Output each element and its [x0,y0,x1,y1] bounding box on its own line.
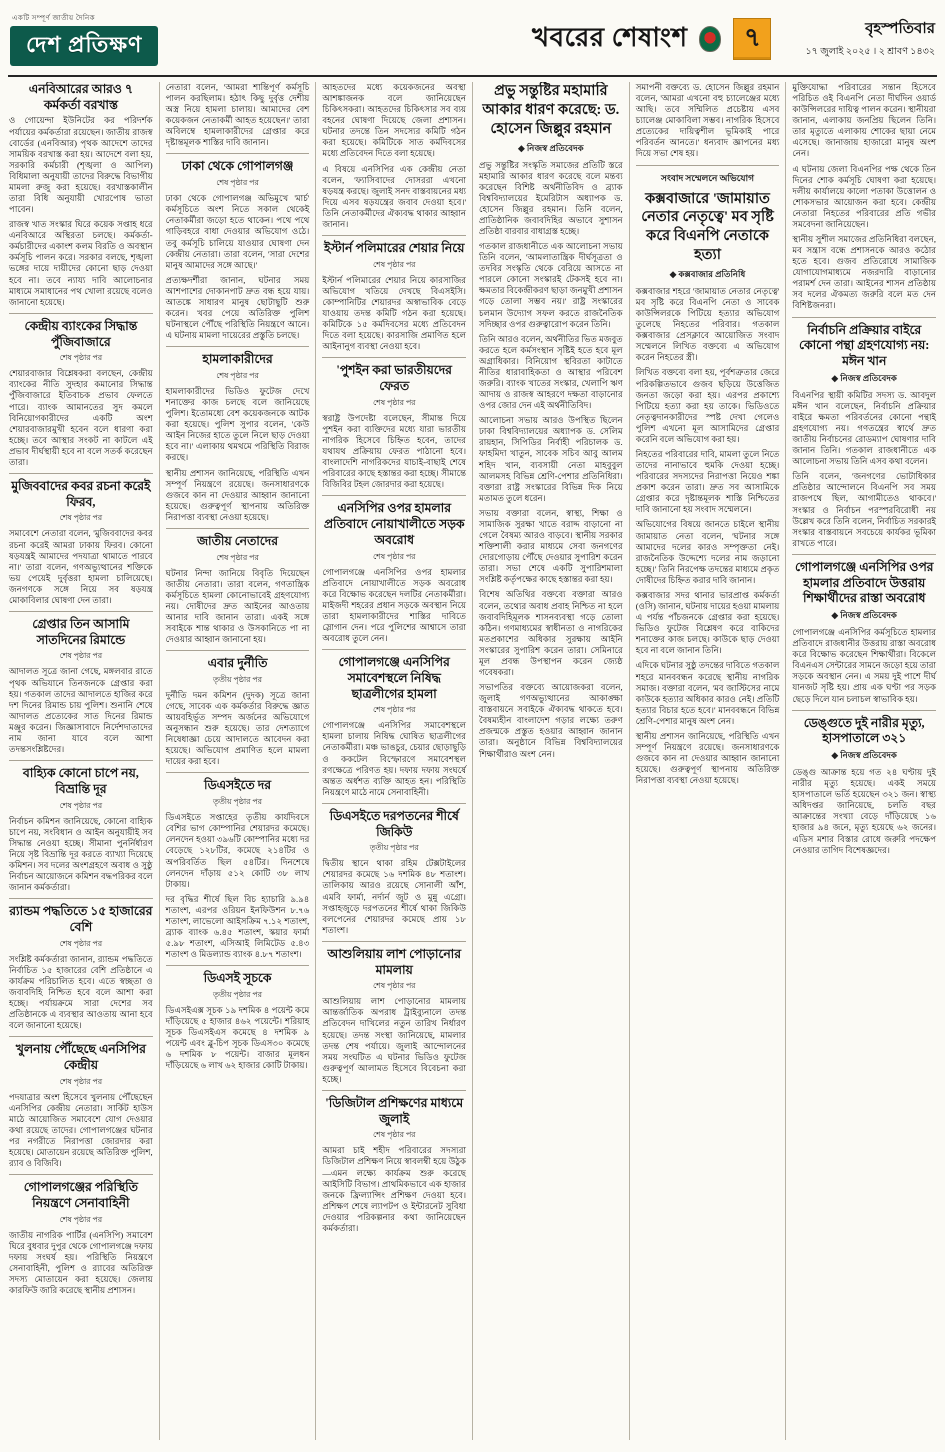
article-paragraph: এদিকে ঘটনার সুষ্ঠু তদন্তের দাবিতে গতকাল শহরে মানববন্ধন করেছে স্থানীয় নাগরিক সমাজ। বক্তারা বলেন, 'মব জাস্টিসের নামে কাউকে হত্যার অধিকার কারও নেই। প্রতিটি হত্যার বিচার হতে হবে।' মানববন্ধনে বিভিন্ন শ্রেণি-পেশার মানুষ অংশ নেন। [635,660,780,726]
article-headline: জাতীয় নেতাদের [166,528,310,550]
article-headline: ডেঙ্গুতে দুই নারীর মৃত্যু, হাসপাতালে ৩২১ [792,710,936,747]
article-paragraph: সভায় বক্তারা বলেন, স্বাস্থ্য, শিক্ষা ও সামাজিক সুরক্ষা খাতে বরাদ্দ বাড়ানো না গেলে বৈষম্য আরও বাড়বে। স্থানীয় সরকার শক্তিশালী করার মাধ্যমে সেবা জনগণের দোরগোড়ায় পৌঁছে দেওয়ার সুপারিশ করেন তারা। সভা শেষে একটি সুপারিশমালা সংশ্লিষ্ট কর্তৃপক্ষের কাছে হস্তান্তর করা হয়। [479,507,623,585]
article-paragraph: মুক্তিযোদ্ধা পরিবারের সন্তান হিসেবে পরিচিত ওই বিএনপি নেতা দীর্ঘদিন ওয়ার্ড কাউন্সিলরের দায়িত্ব পালন করেন। স্থানীয়রা জানান, এলাকায় জনপ্রিয় ছিলেন তিনি। তার মৃত্যুতে এলাকায় শোকের ছায়া নেমে এসেছে। জানাজায় হাজারো মানুষ অংশ নেন। [792,82,937,159]
continued-from-marker: শেষ পৃষ্ঠার পর [372,551,416,561]
article-paragraph: দ্বিতীয় স্থানে থাকা রহিম টেক্সটাইলের শেয়ারদর কমেছে ১৬ দশমিক ৪৮ শতাংশ। তালিকায় আরও রয়েছে সোনালী আঁশ, এমবি ফার্মা, নর্দার্ন জুট ও মুন্নু এগ্রো। সপ্তাহজুড়ে দরপতনের শীর্ষে থাকা জিকিউ বলপেনের শেয়ারদর কমেছে প্রায় ১৮ শতাংশ। [322,858,467,935]
continued-from-marker: শেষ পৃষ্ঠার পর [372,1130,416,1140]
article-paragraph: এ ঘটনায় জেলা বিএনপির পক্ষ থেকে তিন দিনের শোক কর্মসূচি ঘোষণা করা হয়েছে। দলীয় কার্যালয়ে কালো পতাকা উত্তোলন ও শোকসভার আয়োজন করা হবে। কেন্দ্রীয় নেতারা নিহতের পরিবারের প্রতি গভীর সমবেদনা জানিয়েছেন। [792,163,937,229]
article-paragraph: বিশেষ অতিথির বক্তব্যে বক্তারা আরও বলেন, তথ্যের অবাধ প্রবাহ নিশ্চিত না হলে জবাবদিহিমূলক শাসনব্যবস্থা গড়ে তোলা কঠিন। গণমাধ্যমের স্বাধীনতা ও নাগরিকের মতপ্রকাশের অধিকার সুরক্ষায় আইনি সংস্কারের সুপারিশ করেন তারা। সেমিনারে মূল প্রবন্ধ উপস্থাপন করেন জ্যেষ্ঠ গবেষকরা। [479,589,623,677]
news-column-3 [316,82,473,1440]
article-paragraph: লিখিত বক্তব্যে বলা হয়, পূর্বশত্রুতার জেরে পরিকল্পিতভাবে গুজব ছড়িয়ে উত্তেজিত জনতা জড়ো করা হয়। এরপর প্রকাশ্যে পিটিয়ে হত্যা করা হয় তাকে। ভিডিওতে নেতৃত্বদানকারীদের স্পষ্ট দেখা গেলেও পুলিশ এখনো মূল আসামিদের গ্রেপ্তার করেনি বলে অভিযোগ করা হয়। [635,367,780,444]
article-byline: ◆ নিজস্ব প্রতিবেদক [518,142,584,153]
article-headline: মুজিববাদের কবর রচনা করেই ফিরব, [9,473,153,510]
article-paragraph: স্থানীয় প্রশাসন জানিয়েছে, পরিস্থিতি এখন সম্পূর্ণ নিয়ন্ত্রণে রয়েছে। জনসাধারণকে গুজবে কান না দেওয়ার আহ্বান জানানো হয়েছে। গুরুত্বপূর্ণ স্থাপনায় অতিরিক্ত নিরাপত্তা ব্যবস্থা নেওয়া হয়েছে। [635,730,780,786]
article-headline: ঢাকা থেকে গোপালগঞ্জ [166,153,310,175]
article-headline: বাহ্যিক কোনো চাপে নয়, বিভ্রান্তি দূর [9,760,153,797]
article-paragraph: প্রত্যক্ষদর্শীরা জানান, ঘটনার সময় আশপাশের দোকানপাট দ্রুত বন্ধ হয়ে যায়। আতঙ্কে সাধারণ মানুষ ছোটাছুটি শুরু করেন। খবর পেয়ে অতিরিক্ত পুলিশ ঘটনাস্থলে পৌঁছে পরিস্থিতি নিয়ন্ত্রণে আনে। এ ঘটনায় মামলা দায়েরের প্রস্তুতি চলছে। [165,274,310,341]
article-paragraph: জাতীয় নাগরিক পার্টির (এনসিপি) সমাবেশ ঘিরে বুধবার দুপুর থেকে গোপালগঞ্জে দফায় দফায় সংঘর্ষ হয়। পরিস্থিতি নিয়ন্ত্রণে সেনাবাহিনী, পুলিশ ও র‍্যাবের অতিরিক্ত সদস্য মোতায়েন করা হয়েছে। জেলায় কারফিউ জারি করেছে স্থানীয় প্রশাসন। [9,1229,153,1295]
article-paragraph: স্থানীয় সুশীল সমাজের প্রতিনিধিরা বলছেন, মব সন্ত্রাস বন্ধে প্রশাসনকে আরও কঠোর হতে হবে। গুজব প্রতিরোধে সামাজিক যোগাযোগমাধ্যমে নজরদারি বাড়ানোর পরামর্শ দেন তারা। আইনের শাসন প্রতিষ্ঠায় সব দলের ঐকমত্য জরুরি বলে মত দেন বিশিষ্টজনরা। [792,234,937,311]
page-header [8,5,937,77]
article-paragraph: নিহতের পরিবারের দাবি, মামলা তুলে নিতে তাদের নানাভাবে হুমকি দেওয়া হচ্ছে। পরিবারের সদস্যদের নিরাপত্তা নিয়েও শঙ্কা প্রকাশ করেন তারা। দ্রুত সব আসামিকে গ্রেপ্তার করে দৃষ্টান্তমূলক শাস্তি নিশ্চিতের দাবি জানানো হয় সংবাদ সম্মেলনে। [635,449,780,515]
continued-from-marker: শেষ পৃষ্ঠার পর [59,353,103,363]
article-paragraph: স্থানীয় প্রশাসন জানিয়েছে, পরিস্থিতি এখন সম্পূর্ণ নিয়ন্ত্রণে রয়েছে। জনসাধারণকে গুজবে কান না দেওয়ার আহ্বান জানানো হয়েছে। গুরুত্বপূর্ণ স্থাপনায় অতিরিক্ত নিরাপত্তা ব্যবস্থা নেওয়া হয়েছে। [165,467,310,522]
article-headline: খুলনায় পৌঁছেছে এনসিপির কেন্দ্রীয় [9,1036,153,1073]
continued-from-marker: শেষ পৃষ্ঠার পর [216,178,259,188]
article-paragraph: সমাবেশে নেতারা বলেন, 'মুজিববাদের কবর রচনা করেই আমরা ঢাকায় ফিরব। কোনো ষড়যন্ত্রই আমাদের পদযাত্রা থামাতে পারবে না।' তারা বলেন, গণঅভ্যুত্থানের শক্তিকে ভয় পেয়েই দুর্বৃত্তরা হামলা চালিয়েছে। জনগণকে সঙ্গে নিয়ে সব ষড়যন্ত্র মোকাবিলার ঘোষণা দেন তারা। [9,528,153,605]
news-column-4 [473,82,630,1440]
continued-from-marker: শেষ পৃষ্ঠার পর [59,938,103,948]
article-headline: এবার দুর্নীতি [166,650,310,672]
news-columns [8,82,937,1440]
continued-from-marker: তৃতীয় পৃষ্ঠার পর [213,674,262,684]
article-headline: হামলাকারীদের [166,346,310,368]
news-column-5 [630,82,787,1440]
article-headline: ডিএসইতে দরপতনের শীর্ষে জিকিউ [322,803,466,840]
article-paragraph: ডিএসইতে সপ্তাহের তৃতীয় কার্যদিবসে বেশির ভাগ কোম্পানির শেয়ারদর কমেছে। লেনদেন হওয়া ৩৯৬টি কোম্পানির মধ্যে দর বেড়েছে ১২৮টির, কমেছে ২১৪টির ও অপরিবর্তিত ছিল ৫৪টির। দিনশেষে লেনদেন দাঁড়ায় ৫১২ কোটি ৩৮ লাখ টাকায়। [165,812,310,889]
article-paragraph: নির্বাচন কমিশন জানিয়েছে, কোনো বাহ্যিক চাপে নয়, সংবিধান ও আইন অনুযায়ীই সব সিদ্ধান্ত নেওয়া হচ্ছে। সীমানা পুনর্নির্ধারণ নিয়ে সৃষ্ট বিভ্রান্তি দূর করতে ব্যাখ্যা দিয়েছে কমিশন। সব দলের অংশগ্রহণে অবাধ ও সুষ্ঠু নির্বাচন আয়োজনে কমিশন বদ্ধপরিকর বলে জানান কর্মকর্তারা। [9,815,153,893]
article-paragraph: পদযাত্রার অংশ হিসেবে খুলনায় পৌঁছেছেন এনসিপির কেন্দ্রীয় নেতারা। সার্কিট হাউস মাঠে আয়োজিত সমাবেশে যোগ দেওয়ার কথা রয়েছে তাদের। গোপালগঞ্জের ঘটনার পর নগরীতে নিরাপত্তা জোরদার করা হয়েছে। মোতায়েন রয়েছে অতিরিক্ত পুলিশ, র‍্যাব ও বিজিবি। [9,1091,153,1169]
article-paragraph: গোপালগঞ্জে এনসিপির ওপর হামলার প্রতিবাদে নোয়াখালীতে সড়ক অবরোধ করে বিক্ষোভ করেছেন দলটির নেতাকর্মীরা। মাইজদী শহরের প্রধান সড়কে অবস্থান নিয়ে তারা হামলাকারীদের শাস্তির দাবিতে স্লোগান দেন। পরে পুলিশের আশ্বাসে তারা অবরোধ তুলে নেন। [322,566,467,643]
article-headline: র‍্যান্ডম পদ্ধতিতে ১৫ হাজারের বেশি [9,898,153,935]
article-headline: এনসিপির ওপর হামলার প্রতিবাদে নোয়াখালীতে সড়ক অবরোধ [322,495,466,548]
article-paragraph: সমাপনী বক্তব্যে ড. হোসেন জিল্লুর রহমান বলেন, 'আমরা এখনো বহু চ্যালেঞ্জের মধ্যে আছি। তবে সম্মিলিত প্রচেষ্টায় এসব চ্যালেঞ্জ মোকাবিলা সম্ভব। নাগরিক হিসেবে প্রত্যেকের দায়িত্বশীল ভূমিকাই পারে পরিবর্তন আনতে।' ধন্যবাদ জ্ঞাপনের মধ্য দিয়ে সভা শেষ হয়। [635,82,780,159]
continued-from-marker: শেষ পৃষ্ঠার পর [372,259,416,269]
article-headline: প্রভু সন্তুষ্টির মহামারি আকার ধারণ করেছে: ড. হোসেন জিল্লুর রহমান [482,83,620,137]
article-headline: আশুলিয়ায় লাশ পোড়ানোর মামলায় [322,941,466,978]
continued-from-marker: শেষ পৃষ্ঠার পর [59,513,103,523]
article-paragraph: স্বরাষ্ট্র উপদেষ্টা বলেছেন, সীমান্ত দিয়ে পুশইন করা ব্যক্তিদের মধ্যে যারা ভারতীয় নাগরিক হিসেবে চিহ্নিত হবেন, তাদের যথাযথ প্রক্রিয়ায় ফেরত পাঠানো হবে। বাংলাদেশি নাগরিকদের যাচাই-বাছাই শেষে পরিবারের কাছে হস্তান্তর করা হচ্ছে। সীমান্তে বিজিবির টহল জোরদার করা হয়েছে। [322,412,467,490]
article-paragraph: রাজস্ব খাত সংস্কার ঘিরে কয়েক সপ্তাহ ধরে এনবিআরে অস্থিরতা চলছে। কর্মকর্তা-কর্মচারীদের একাংশ কলম বিরতি ও অবস্থান কর্মসূচি পালন করে। সরকার বলছে, শৃঙ্খলা ভঙ্গের দায়ে দায়ীদের কোনো ছাড় দেওয়া হবে না। তবে ন্যায্য দাবি আলোচনার মাধ্যমে সমাধানের পথ খোলা রয়েছে বলেও জানানো হয়েছে। [9,219,153,307]
article-headline: গোপালগঞ্জে এনসিপির ওপর হামলার প্রতিবাদে উত্তরায় শিক্ষার্থীদের রাস্তা অবরোধ [792,554,936,607]
continued-from-marker: শেষ পৃষ্ঠার পর [216,552,259,562]
article-byline: ◆ নিজস্ব প্রতিবেদক [831,610,897,621]
continued-from-marker: শেষ পৃষ্ঠার পর [372,705,416,715]
article-paragraph: প্রভু সন্তুষ্টির সংস্কৃতি সমাজের প্রতিটি স্তরে মহামারি আকার ধারণ করেছে বলে মন্তব্য করেছেন বিশিষ্ট অর্থনীতিবিদ ও ব্র্যাক বিশ্ববিদ্যালয়ের ইমেরিটাস অধ্যাপক ড. হোসেন জিল্লুর রহমান। তিনি বলেন, প্রাতিষ্ঠানিক জবাবদিহির অভাবে সুশাসন প্রতিষ্ঠা বারবার বাধাগ্রস্ত হচ্ছে। [479,159,623,236]
article-headline: ইস্টার্ন পলিমারের শেয়ার নিয়ে [322,235,466,257]
article-headline: গোপালগঞ্জে এনসিপির সমাবেশস্থলে নিষিদ্ধ ছাত্রলীগের হামলা [322,649,466,702]
article-paragraph: এ বিষয়ে এনসিপির এক কেন্দ্রীয় নেতা বলেন, 'ফ্যাসিবাদের দোসররা এখনো ষড়যন্ত্র করছে। জুলাই সনদ বাস্তবায়নের মধ্য দিয়ে এসব ষড়যন্ত্রের জবাব দেওয়া হবে।' তিনি নেতাকর্মীদের ঐক্যবদ্ধ থাকার আহ্বান জানান। [322,163,467,229]
article-paragraph: শেয়ারবাজার বিশ্লেষকরা বলছেন, কেন্দ্রীয় ব্যাংকের নীতি সুদহার কমানোর সিদ্ধান্ত পুঁজিবাজারে ইতিবাচক প্রভাব ফেলতে পারে। ব্যাংক আমানতের সুদ কমলে বিনিয়োগকারীদের একটি অংশ শেয়ারবাজারমুখী হবেন বলে ধারণা করা হচ্ছে। তবে আস্থার সংকট না কাটলে এই প্রভাব দীর্ঘস্থায়ী হবে না বলে সতর্ক করেছেন তারা। [9,368,153,467]
masthead-block [10,12,158,66]
article-paragraph: নেতারা বলেন, 'আমরা শান্তিপূর্ণ কর্মসূচি পালন করছিলাম। হঠাৎ কিছু দুর্বৃত্ত দেশীয় অস্ত্র নিয়ে হামলা চালায়। আমাদের বেশ কয়েকজন নেতাকর্মী আহত হয়েছেন।' তারা অবিলম্বে হামলাকারীদের গ্রেপ্তার করে দৃষ্টান্তমূলক শাস্তির দাবি জানান। [165,82,310,148]
article-headline: কেন্দ্রীয় ব্যাংকের সিদ্ধান্ত পুঁজিবাজারে [9,313,153,350]
article-paragraph: সভাপতির বক্তব্যে আয়োজকরা বলেন, জুলাই গণঅভ্যুত্থানের আকাঙ্ক্ষা বাস্তবায়নে সবাইকে ঐক্যবদ্ধ থাকতে হবে। বৈষম্যহীন বাংলাদেশ গড়ার লক্ষ্যে তরুণ প্রজন্মকে প্রস্তুত হওয়ার আহ্বান জানান তারা। অনুষ্ঠানে বিভিন্ন বিশ্ববিদ্যালয়ের শিক্ষার্থীরাও অংশ নেন। [479,682,623,759]
continued-from-marker: শেষ পৃষ্ঠার পর [59,651,103,661]
article-paragraph: ঢাকা থেকে গোপালগঞ্জ অভিমুখে 'মার্চ' কর্মসূচিতে অংশ নিতে সকাল থেকেই নেতাকর্মীরা জড়ো হতে থাকেন। পথে পথে গাড়িবহরে বাধা দেওয়ার অভিযোগ ওঠে। তবু কর্মসূচি চালিয়ে যাওয়ার ঘোষণা দেন কেন্দ্রীয় নেতারা। তারা বলেন, 'সারা দেশের মানুষ আমাদের সঙ্গে আছে।' [165,193,310,270]
article-paragraph: সংশ্লিষ্ট কর্মকর্তারা জানান, র‍্যান্ডম পদ্ধতিতে নির্বাচিত ১৫ হাজারের বেশি প্রতিষ্ঠানে এ কার্যক্রম পরিচালিত হবে। এতে স্বচ্ছতা ও জবাবদিহি নিশ্চিত হবে বলে আশা করা হচ্ছে। পর্যায়ক্রমে সারা দেশের সব প্রতিষ্ঠানকে এ ব্যবস্থার আওতায় আনা হবে বলে জানানো হয়েছে। [9,953,153,1031]
article-paragraph: কক্সবাজার সদর থানার ভারপ্রাপ্ত কর্মকর্তা (ওসি) জানান, ঘটনায় দায়ের হওয়া মামলায় এ পর্যন্ত পাঁচজনকে গ্রেপ্তার করা হয়েছে। ভিডিও ফুটেজ বিশ্লেষণ করে বাকিদের শনাক্তের কাজ চলছে। কাউকে ছাড় দেওয়া হবে না বলে জানান তিনি। [635,589,780,656]
article-paragraph: ঘটনার নিন্দা জানিয়ে বিবৃতি দিয়েছেন জাতীয় নেতারা। তারা বলেন, গণতান্ত্রিক কর্মসূচিতে হামলা কোনোভাবেই গ্রহণযোগ্য নয়। দোষীদের দ্রুত আইনের আওতায় আনার দাবি জানান তারা। একই সঙ্গে সবাইকে শান্ত থাকার ও উসকানিতে পা না দেওয়ার আহ্বান জানানো হয়। [165,567,310,645]
continued-from-marker: শেষ পৃষ্ঠার পর [372,397,416,407]
article-paragraph: দুর্নীতি দমন কমিশন (দুদক) সূত্রে জানা গেছে, সাবেক এক কর্মকর্তার বিরুদ্ধে জ্ঞাত আয়বহির্ভূত সম্পদ অর্জনের অভিযোগে অনুসন্ধান শুরু হয়েছে। তার দেশত্যাগে নিষেধাজ্ঞা চেয়ে আদালতে আবেদন করা হয়েছে। অভিযোগ প্রমাণিত হলে মামলা দায়ের করা হবে। [165,689,310,767]
article-paragraph: অভিযোগের বিষয়ে জানতে চাইলে স্থানীয় জামায়াত নেতা বলেন, 'ঘটনার সঙ্গে আমাদের দলের কারও সম্পৃক্ততা নেই। রাজনৈতিক উদ্দেশ্যে দলের নাম জড়ানো হচ্ছে।' তিনি নিরপেক্ষ তদন্তের মাধ্যমে প্রকৃত দোষীদের চিহ্নিত করার দাবি জানান। [635,519,780,585]
page-number-badge: ৭ [733,18,771,60]
article-paragraph: আদালত সূত্রে জানা গেছে, মঙ্গলবার রাতে পৃথক অভিযানে তিনজনকে গ্রেপ্তার করা হয়। গতকাল তাদের আদালতে হাজির করে দশ দিনের রিমান্ড চায় পুলিশ। শুনানি শেষে আদালত প্রত্যেকের সাত দিনের রিমান্ড মঞ্জুর করেন। জিজ্ঞাসাবাদে নির্দেশদাতাদের নাম জানা যাবে বলে আশা তদন্তসংশ্লিষ্টদের। [9,666,153,754]
article-byline: ◆ নিজস্ব প্রতিবেদক [831,372,897,383]
article-headline: এনবিআরের আরও ৭ কর্মকর্তা বরখাস্ত [28,82,133,112]
continued-from-marker: তৃতীয় পৃষ্ঠার পর [213,797,262,807]
date-block [805,17,935,60]
continued-from-marker: তৃতীয় পৃষ্ঠার পর [213,989,262,999]
article-paragraph: আমরা চাই শহীদ পরিবারের সদস্যরা ডিজিটাল প্রশিক্ষণ নিয়ে স্বাবলম্বী হয়ে উঠুক—এমন লক্ষ্যে কার্যক্রম শুরু করেছে আইসিটি বিভাগ। প্রাথমিকভাবে এক হাজার জনকে ফ্রিল্যান্সিং প্রশিক্ষণ দেওয়া হবে। প্রশিক্ষণ শেষে ল্যাপটপ ও ইন্টারনেট সুবিধা দেওয়ার পরিকল্পনার কথা জানিয়েছেন কর্মকর্তারা। [322,1145,467,1233]
section-title: খবরের শেষাংশ [532,22,688,52]
article-headline: ডিএসই সূচকে [166,965,310,987]
article-paragraph: গতকাল রাজধানীতে এক আলোচনা সভায় তিনি বলেন, 'আমলাতান্ত্রিক দীর্ঘসূত্রতা ও তদবির সংস্কৃতি থেকে বেরিয়ে আসতে না পারলে কোনো সংস্কারই টেকসই হবে না। ক্ষমতার বিকেন্দ্রীকরণ ছাড়া জনমুখী প্রশাসন গড়ে তোলা সম্ভব নয়।' রাষ্ট্র সংস্কারের চলমান উদ্যোগ সফল করতে রাজনৈতিক সদিচ্ছার ওপর গুরুত্বারোপ করেন তিনি। [479,241,623,329]
article-paragraph: আহতদের মধ্যে কয়েকজনের অবস্থা আশঙ্কাজনক বলে জানিয়েছেন চিকিৎসকরা। আহতদের চিকিৎসার সব ব্যয় বহনের ঘোষণা দিয়েছে জেলা প্রশাসন। ঘটনার তদন্তে তিন সদস্যের কমিটি গঠন করা হয়েছে। কমিটিকে সাত কর্মদিবসের মধ্যে প্রতিবেদন দিতে বলা হয়েছে। [322,82,467,159]
article-paragraph: গোপালগঞ্জে এনসিপির সমাবেশস্থলে হামলা চালায় নিষিদ্ধ ঘোষিত ছাত্রলীগের নেতাকর্মীরা। মঞ্চ ভাঙচুর, চেয়ার ছোড়াছুড়ি ও ককটেল বিস্ফোরণে সমাবেশস্থল রণক্ষেত্রে পরিণত হয়। দফায় দফায় সংঘর্ষে অন্তত অর্ধশত ব্যক্তি আহত হন। পরিস্থিতি নিয়ন্ত্রণে মাঠে নামে সেনাবাহিনী। [322,720,467,797]
article-paragraph: ও গোয়েন্দা ইউনিটের কর পরিদর্শক পর্যায়ের কর্মকর্তারা রয়েছেন। জাতীয় রাজস্ব বোর্ডের (এনবিআর) পৃথক আদেশে তাদের সাময়িক বরখাস্ত করা হয়। আদেশে বলা হয়, সরকারি কর্মচারী (শৃঙ্খলা ও আপিল) বিধিমালা অনুযায়ী তাদের বিরুদ্ধে বিভাগীয় মামলা রুজু করা হয়েছে। বরখাস্তকালীন তারা বিধি অনুযায়ী খোরপোষ ভাতা পাবেন। [9,115,153,215]
article-paragraph: তিনি বলেন, 'জনগণের ভোটাধিকার প্রতিষ্ঠার আন্দোলনে বিএনপি সব সময় রাজপথে ছিল, আগামীতেও থাকবে।' সংস্কার ও নির্বাচন পরস্পরবিরোধী নয় উল্লেখ করে তিনি বলেন, নির্বাচিত সরকারই সংস্কার বাস্তবায়নে সবচেয়ে কার্যকর ভূমিকা রাখতে পারে। [792,471,937,548]
continued-from-marker: শেষ পৃষ্ঠার পর [216,370,259,380]
article-paragraph: আশুলিয়ায় লাশ পোড়ানোর মামলায় আন্তর্জাতিক অপরাধ ট্রাইব্যুনালে তদন্ত প্রতিবেদন দাখিলের নতুন তারিখ নির্ধারণ হয়েছে। তদন্ত সংস্থা জানিয়েছে, মামলার তদন্ত শেষ পর্যায়ে। জুলাই আন্দোলনের সময় সংঘটিত এ ঘটনার ভিডিও ফুটেজ গুরুত্বপূর্ণ আলামত হিসেবে বিবেচনা করা হচ্ছে। [322,996,467,1084]
continued-from-marker: শেষ পৃষ্ঠার পর [59,1076,103,1086]
article-paragraph: বিএনপির স্থায়ী কমিটির সদস্য ড. আবদুল মঈন খান বলেছেন, নির্বাচনি প্রক্রিয়ার বাইরে ক্ষমতা পরিবর্তনের কোনো পন্থাই গ্রহণযোগ্য নয়। গণতন্ত্রের স্বার্থে দ্রুত জাতীয় নির্বাচনের রোডম্যাপ ঘোষণার দাবি জানান তিনি। গতকাল রাজধানীতে এক আলোচনা সভায় তিনি এসব কথা বলেন। [792,389,937,467]
article-paragraph: তিনি আরও বলেন, অর্থনীতির ভিত মজবুত করতে হলে কর্মসংস্থান সৃষ্টিই হতে হবে মূল অগ্রাধিকার। বিনিয়োগ স্থবিরতা কাটাতে নীতির ধারাবাহিকতা ও আস্থার পরিবেশ জরুরি। ব্যাংক খাতের সংস্কার, খেলাপি ঋণ আদায় ও রাজস্ব আহরণে দক্ষতা বাড়ানোর ওপর জোর দেন এই অর্থনীতিবিদ। [479,333,623,411]
article-headline: 'পুশইন করা ভারতীয়দের ফেরত [322,357,466,394]
newspaper-crest-icon [699,26,721,52]
article-paragraph: আলোচনা সভায় আরও উপস্থিত ছিলেন ঢাকা বিশ্ববিদ্যালয়ের অধ্যাপক ড. সেলিম রায়হান, সিপিডির নির্বাহী পরিচালক ড. ফাহমিদা খাতুন, সাবেক সচিব আবু আলম শহিদ খান, ব্যবসায়ী নেতা মাহবুবুল আলমসহ বিভিন্ন শ্রেণি-পেশার প্রতিনিধিরা। বক্তারা রাষ্ট্র সংস্কারের বিভিন্ন দিক নিয়ে মতামত তুলে ধরেন। [479,415,623,503]
article-headline: কক্সবাজারে 'জামায়াত নেতার নেতৃত্বে' মব সৃষ্টি করে বিএনপি নেতাকে হত্যা [641,190,774,264]
news-column-2 [160,82,317,1440]
continued-from-marker: শেষ পৃষ্ঠার পর [372,981,416,991]
article-paragraph: গোপালগঞ্জে এনসিপির কর্মসূচিতে হামলার প্রতিবাদে রাজধানীর উত্তরায় রাস্তা অবরোধ করে বিক্ষোভ করেছেন শিক্ষার্থীরা। বিকেলে বিএনএস সেন্টারের সামনে জড়ো হয়ে তারা সড়কে অবস্থান নেন। এ সময় দুই পাশে দীর্ঘ যানজট সৃষ্টি হয়। প্রায় এক ঘণ্টা পর সড়ক ছেড়ে দিলে যান চলাচল স্বাভাবিক হয়। [792,627,937,704]
article-paragraph: ইস্টার্ন পলিমারের শেয়ার নিয়ে কারসাজির অভিযোগ খতিয়ে দেখছে বিএসইসি। কোম্পানিটির শেয়ারদর অস্বাভাবিক বেড়ে যাওয়ায় তদন্ত কমিটি গঠন করা হয়েছে। কমিটিকে ১৫ কর্মদিবসের মধ্যে প্রতিবেদন দিতে বলা হয়েছে। কারসাজি প্রমাণিত হলে আইনানুগ ব্যবস্থা নেওয়া হবে। [322,274,467,352]
article-paragraph: কক্সবাজার শহরে 'জামায়াত নেতার নেতৃত্বে' মব সৃষ্টি করে বিএনপি নেতা ও সাবেক কাউন্সিলরকে পিটিয়ে হত্যার অভিযোগ তুলেছে নিহতের পরিবার। গতকাল কক্সবাজার প্রেসক্লাবে আয়োজিত সংবাদ সম্মেলনে লিখিত বক্তব্যে এ অভিযোগ করেন নিহতের স্ত্রী। [635,285,780,363]
article-paragraph: হামলাকারীদের ভিডিও ফুটেজ দেখে শনাক্তের কাজ চলছে বলে জানিয়েছে পুলিশ। ইতোমধ্যে বেশ কয়েকজনকে আটক করা হয়েছে। পুলিশ সুপার বলেন, 'কেউ আইন নিজের হাতে তুলে নিলে ছাড় দেওয়া হবে না।' এলাকায় থমথমে পরিস্থিতি বিরাজ করছে। [165,385,310,463]
continued-from-marker: শেষ পৃষ্ঠার পর [59,800,103,810]
article-paragraph: দর বৃদ্ধির শীর্ষে ছিল বিচ হ্যাচারি ৯.৯৪ শতাংশ, এরপর ওরিয়ন ইনফিউশন ৮.৭৬ শতাংশ, লাভেলো আইসক্রিম ৭.১২ শতাংশ, ব্র্যাক ব্যাংক ৬.৪৫ শতাংশ, স্কয়ার ফার্মা ৫.৯৮ শতাংশ, এসিআই লিমিটেড ৫.৪৩ শতাংশ ও মিডল্যান্ড ব্যাংক ৪.৮৭ শতাংশ। [165,893,310,960]
news-column-1 [8,82,160,1440]
article-headline: 'ডিজিটাল প্রশিক্ষণের মাধ্যমে জুলাই [322,1090,466,1127]
news-column-6 [786,82,937,1440]
article-paragraph: ডিএসইএক্স সূচক ১৯ দশমিক ৪ পয়েন্ট কমে দাঁড়িয়েছে ৫ হাজার ৪৬২ পয়েন্টে। শরিয়াহ সূচক ডিএসইএস কমেছে ৪ দশমিক ৯ পয়েন্ট এবং ব্লু-চিপ সূচক ডিএস৩০ কমেছে ৬ দশমিক ৮ পয়েন্ট। বাজার মূলধন দাঁড়িয়েছে ৬ লাখ ৬২ হাজার কোটি টাকায়। [165,1004,310,1071]
article-kicker: সংবাদ সম্মেলনে অভিযোগ [636,165,780,186]
article-paragraph: ডেঙ্গু আক্রান্ত হয়ে গত ২৪ ঘণ্টায় দুই নারীর মৃত্যু হয়েছে। একই সময়ে হাসপাতালে ভর্তি হয়েছেন ৩২১ জন। স্বাস্থ্য অধিদপ্তর জানিয়েছে, চলতি বছর আক্রান্তের সংখ্যা বেড়ে দাঁড়িয়েছে ১৬ হাজার ৯৪ জনে, মৃত্যু হয়েছে ৬২ জনের। এডিস মশার বিস্তার রোধে জরুরি পদক্ষেপ নেওয়ার তাগিদ বিশেষজ্ঞদের। [792,767,937,855]
continued-from-marker: তৃতীয় পৃষ্ঠার পর [369,843,419,853]
article-headline: গোপালগঞ্জের পরিস্থিতি নিয়ন্ত্রণে সেনাবাহিনী [9,1174,153,1211]
continued-from-marker: শেষ পৃষ্ঠার পর [59,1214,103,1224]
article-headline: ডিএসইতে দর [166,772,310,794]
article-headline: নির্বাচনি প্রক্রিয়ার বাইরে কোনো পন্থা গ্রহণযোগ্য নয়: মঈন খান [792,317,936,370]
weekday-label: বৃহস্পতিবার [865,21,935,37]
article-byline: ◆ নিজস্ব প্রতিবেদক [831,750,897,761]
date-line: ১৭ জুলাই ২০২৫ । ২ শ্রাবণ ১৪৩২ [805,47,935,57]
article-headline: গ্রেপ্তার তিন আসামি সাতদিনের রিমান্ডে [9,611,153,648]
header-right-group [532,17,935,61]
article-byline: ◆ কক্সবাজার প্রতিনিধি [669,268,746,279]
newspaper-logo: দেশ প্রতিক্ষণ [10,26,158,66]
masthead-tagline: একটি সম্পূর্ণ জাতীয় দৈনিক [12,13,96,22]
